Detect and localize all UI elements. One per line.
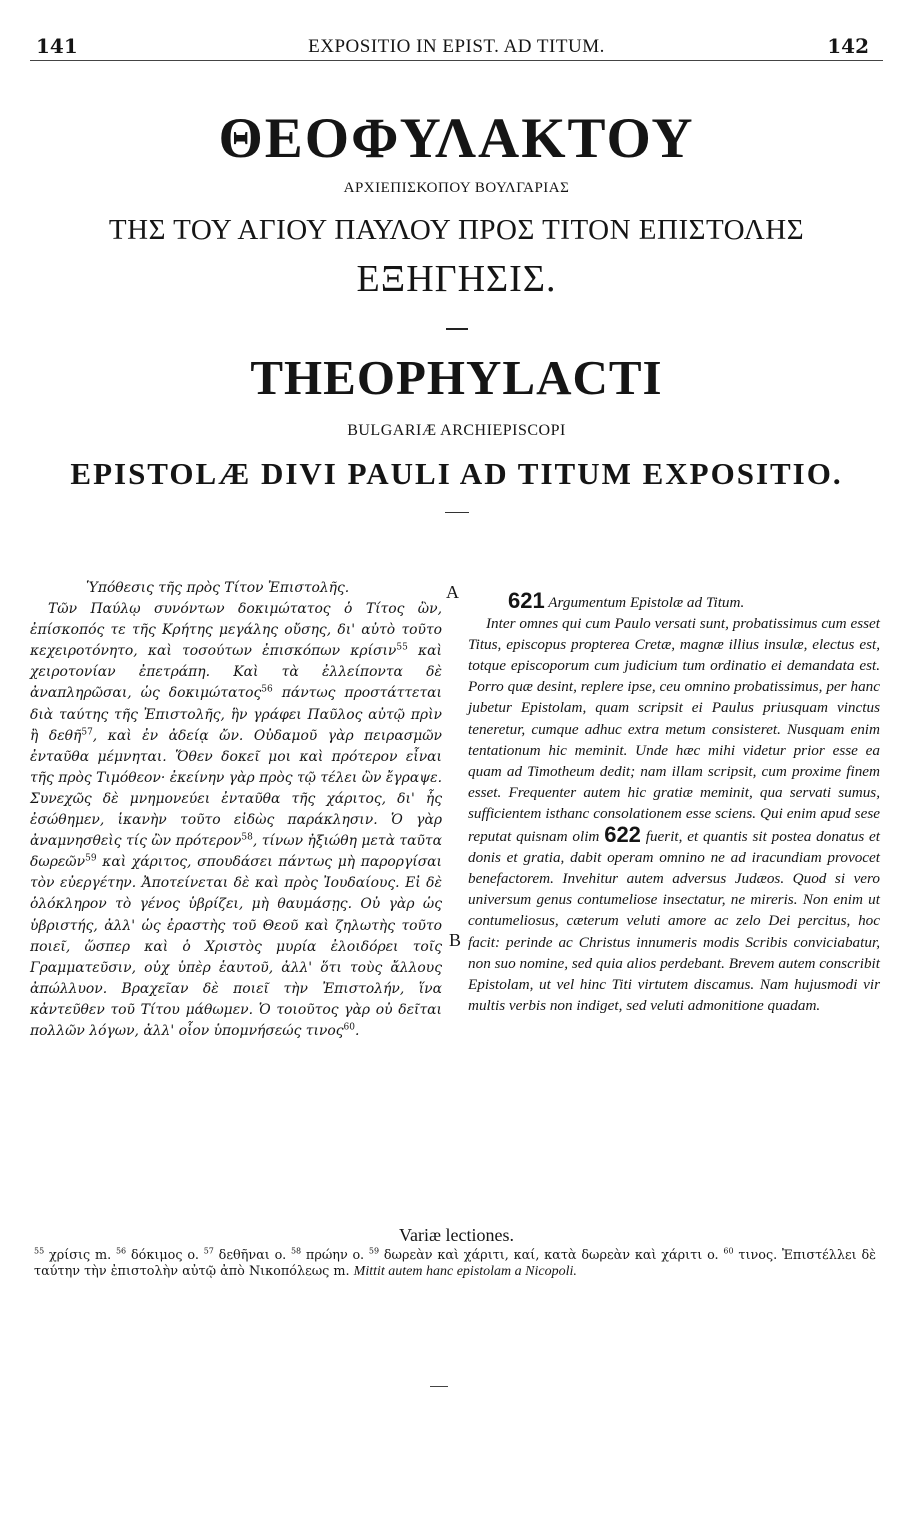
- greek-argument-heading: Ὑπόθεσις τῆς πρὸς Τίτον Ἐπιστολῆς.: [86, 580, 350, 596]
- greek-text-column: [30, 578, 442, 1042]
- title-block: [0, 106, 913, 513]
- greek-argument-paragraph: Τῶν Παύλῳ συνόντων δοκιμώτατος ὁ Τίτος ὢν, ἐπίσκοπός τε τῆς Κρήτης μεγάλης οὔσης, δι' αὐτὸ τοῦτο κεχειροτόνητο, καὶ τοσούτων ἐπισκόπων κρίσιν$^{55}$ καὶ χειροτονίαν ἐπετράπη. Καὶ τὰ ἐλλείποντα δὲ ἀναπληρῶσαι, ὡς δοκιμώτατος$^{56}$ πάντως προστάττεται διὰ ταύτης τῆς Ἐπιστολῆς, ἣν γράφει Παῦλος αὐτῷ πρὶν ἢ δεθῆ$^{57}$, καὶ ἐν ἀδείᾳ ὤν. Οὐδαμοῦ γὰρ πειρασμῶν ἐνταῦθα μέμνηται. Ὅθεν δοκεῖ μοι καὶ πρότερον εἶναι τῆς πρὸς Τιμόθεον· ἐκείνην γὰρ πρὸς τῷ τέλει ὢν ἔγραψε. Συνεχῶς δὲ μνημονεύει ἐνταῦθα τῆς χάριτος, δι' ἧς ἐσώθημεν, ἱκανὴν τοῦτο εἰδὼς παράκλησιν. Ὁ γὰρ ἀναμνησθεὶς τίς ὢν πρότερον$^{58}$, τίνων ἠξιώθη μετὰ ταῦτα δωρεῶν$^{59}$ καὶ χάριτος, σπουδάσει πάντως μὴ παροργίσαι τὸν εὐεργέτην. Ἀποτείνεται δὲ καὶ πρὸς Ἰουδαίους. Εἰ δὲ ὁλόκληρον τὸ γένος ὑβρίζει, μὴ θαυμάσῃς. Οὐ γὰρ ὡς ὑβριστής, ἀλλ' ὡς ἐραστὴς τοῦ Θεοῦ καὶ ζηλωτὴς τοῦτο ποιεῖ, ὥσπερ καὶ ὁ Χριστὸς μυρία ἐλοιδόρει τοῖς Γραμματεῦσιν, οὐχ ὑπὲρ ἑαυτοῦ, ἀλλ' ὅτι τοὺς ἄλλους ἀπώλλυον. Βραχεῖαν δὲ ποιεῖ τὴν Ἐπιστολήν, ἵνα κἀντεῦθεν τοῦ Τίτου μάθωμεν. Ὁ τοιοῦτος γὰρ οὐ δεῖται πολλῶν λόγων, ἀλλ' οἷον ὑπομνήσεώς τινος$^{60}$.: [30, 601, 442, 1039]
- latin-author-subtitle: BULGARIÆ ARCHIEPISCOPI: [347, 422, 566, 439]
- variae-lectiones-notes: $^{55}$ χρίσις m. $^{56}$ δόκιμος o. $^{57}$ δεθῆναι o. $^{58}$ πρώην o. $^{59}$ δωρεὰν καὶ χάριτι, καί, κατὰ δωρεὰν καὶ χάριτι o. $^{60}$ τινος. Ἐπιστέλλει δὲ ταύτην τὴν ἐπιστολὴν αὐτῷ ἀπὸ Νικοπόλεως m. Mittit autem hanc epistolam a Nicopoli.: [34, 1246, 877, 1279]
- note-ref: 57: [81, 727, 93, 738]
- running-head-title: EXPOSITIO IN EPIST. AD TITUM.: [308, 36, 605, 57]
- title-divider: [446, 328, 468, 330]
- note-ref: 56: [261, 684, 273, 695]
- page-end-divider: [430, 1386, 448, 1387]
- page-number-right: 142: [827, 34, 869, 58]
- margin-marker-b: B: [449, 930, 462, 950]
- column-reference-621: 621: [508, 588, 545, 613]
- greek-work-title-2: ΕΞΗΓΗΣΙΣ.: [356, 258, 557, 300]
- running-head: [30, 34, 883, 61]
- note-ref: 60: [343, 1022, 355, 1033]
- latin-text-column: [468, 590, 880, 1016]
- greek-work-title: ΤΗΣ ΤΟΥ ΑΓΙΟΥ ΠΑΥΛΟΥ ΠΡΟΣ ΤΙΤΟΝ ΕΠΙΣΤΟΛΗΣ: [108, 214, 805, 246]
- title-divider-2: [445, 512, 469, 513]
- column-reference-622: 622: [604, 822, 641, 848]
- latin-argument-heading: 621 Argumentum Epistolæ ad Titum.: [508, 588, 745, 613]
- note-ref: 55: [396, 642, 408, 653]
- note-ref: 58: [241, 832, 253, 843]
- latin-argument-paragraph: Inter omnes qui cum Paulo versati sunt, probatissimus cum esset Titus, episcopus propterea Cretæ, magnæ illius insulæ, electus est, totque episcoporum cum judicium tum ordinatio ei demandata est. Porro quæ desint, replere ipse, ceu omnino probatissimus, per hanc jubetur Epistolam, quam scripsit ei Paulus priusquam vinctus teneretur, cumque adhuc extra metum consisteret. Nusquam enim tentationum hic meminit. Unde hæc mihi videtur prior esse ea quam ad Timotheum dedit; nam illam scripsit, cum proxime finem esset. Frequenter autem hic gratiæ meminit, qua servati sumus, sufficientem isthanc consolationem esse sciens. Qui enim apud sese reputat quisnam olim 622 fuerit, et quantis sit postea donatus et donis et gratia, dabit operam omnino ne ad iracundiam provocet benefactorem. Invehitur autem adversus Judæos. Quod si vero universum genus contumeliose insectatur, ne mireris. Non enim ut contumeliosus, cæterum veluti amore ac zelo Dei percitus, hoc facit: perinde ac Christus innumeris modis Scribis conviciabatur, non suo nomine, sed quia alios perdebant. Brevem autem conscribit Epistolam, ut vel hinc Titi virtutem discamus. Nam hujusmodi vir multis verbis non indiget, sed veluti admonitione quadam.: [468, 615, 880, 1014]
- greek-author-title: ΘΕΟΦΥΛΑΚΤΟΥ: [218, 107, 695, 170]
- latin-work-title: EPISTOLÆ DIVI PAULI AD TITUM EXPOSITIO.: [70, 456, 843, 491]
- latin-author-title: THEOPHYLACTI: [250, 350, 663, 405]
- greek-author-subtitle: ΑΡΧΙΕΠΙΣΚΟΠΟΥ ΒΟΥΛΓΑΡΙΑΣ: [343, 180, 570, 196]
- note-ref: 59: [85, 853, 97, 864]
- page-number-left: 141: [36, 34, 78, 58]
- variae-lectiones-heading: Variæ lectiones.: [399, 1225, 514, 1245]
- margin-marker-a: A: [446, 582, 459, 602]
